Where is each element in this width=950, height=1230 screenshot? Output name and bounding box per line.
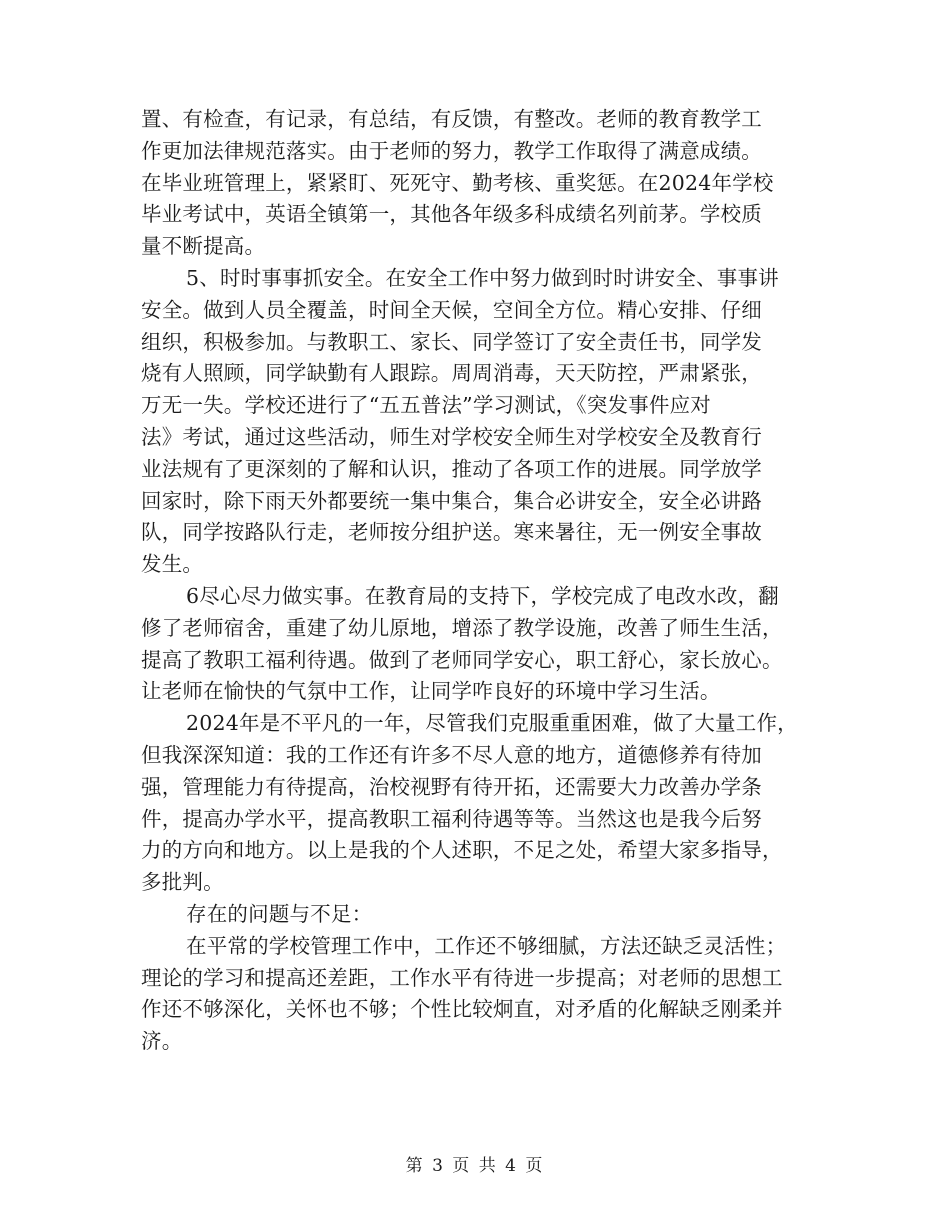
text-line: 但我深深知道：我的工作还有许多不尽人意的地方，道德修养有待加 <box>141 742 762 767</box>
text-line: 作更加法律规范落实。由于老师的努力，教学工作取得了满意成绩。 <box>141 138 762 163</box>
text-line: 提高了教职工福利待遇。做到了老师同学安心，职工舒心，家长放心。 <box>141 647 783 672</box>
page-number-footer: 第 3 页 共 4 页 <box>405 1156 545 1176</box>
text-line: 修了老师宿舍，重建了幼儿原地，增添了教学设施，改善了师生生活， <box>141 615 783 640</box>
text-line: 烧有人照顾，同学缺勤有人跟踪。周周消毒，天天防控，严肃紧张， <box>141 361 762 386</box>
text-line: 让老师在愉快的气氛中工作，让同学咋良好的环境中学习生活。 <box>141 679 721 704</box>
text-line: 安全。做到人员全覆盖，时间全天候，空间全方位。精心安排、仔细 <box>141 297 762 322</box>
text-line: 作还不够深化，关怀也不够；个性比较炯直，对矛盾的化解缺乏刚柔并 <box>141 997 783 1022</box>
text-line: 回家时，除下雨天外都要统一集中集合，集合必讲安全，安全必讲路 <box>141 488 762 513</box>
text-line: 理论的学习和提高还差距，工作水平有待进一步提高；对老师的思想工 <box>141 965 783 990</box>
text-line: 组织，积极参加。与教职工、家长、同学签订了安全责任书，同学发 <box>141 329 762 354</box>
text-line: 多批判。 <box>141 870 224 895</box>
text-line: 法》考试，通过这些活动，师生对学校安全师生对学校安全及教育行 <box>141 424 762 449</box>
text-line: 济。 <box>141 1029 183 1054</box>
text-line: 力的方向和地方。以上是我的个人述职，不足之处，希望大家多指导， <box>141 838 783 863</box>
text-line: 发生。 <box>141 552 204 577</box>
text-line: 置、有检查，有记录，有总结，有反馈，有整改。老师的教育教学工 <box>141 107 762 131</box>
text-line: 5、时时事事抓安全。在安全工作中努力做到时时讲安全、事事讲 <box>186 265 779 290</box>
text-line: 存在的问题与不足： <box>186 901 373 926</box>
text-line: 件，提高办学水平，提高教职工福利待遇等等。当然这也是我今后努 <box>141 806 762 831</box>
text-line: 毕业考试中，英语全镇第一，其他各年级多科成绩名列前茅。学校质 <box>141 202 762 227</box>
text-line: 队，同学按路队行走，老师按分组护送。寒来暑往，无一例安全事故 <box>141 520 762 545</box>
text-line: 强，管理能力有待提高，治校视野有待开拓，还需要大力改善办学条 <box>141 774 762 799</box>
document-body <box>141 104 813 1058</box>
text-line: 在毕业班管理上，紧紧盯、死死守、勤考核、重奖惩。在2024年学校 <box>141 170 774 195</box>
text-line: 业法规有了更深刻的了解和认识，推动了各项工作的进展。同学放学 <box>141 456 762 481</box>
text-line: 万无一失。学校还进行了“五五普法”学习测试，《突发事件应对 <box>141 393 712 418</box>
text-line: 量不断提高。 <box>141 234 266 259</box>
text-line: 6尽心尽力做实事。在教育局的支持下，学校完成了电改水改，翻 <box>186 583 779 608</box>
text-line: 在平常的学校管理工作中，工作还不够细腻，方法还缺乏灵活性； <box>186 933 787 958</box>
text-line: 2024年是不平凡的一年，尽管我们克服重重困难，做了大量工作， <box>186 711 798 736</box>
